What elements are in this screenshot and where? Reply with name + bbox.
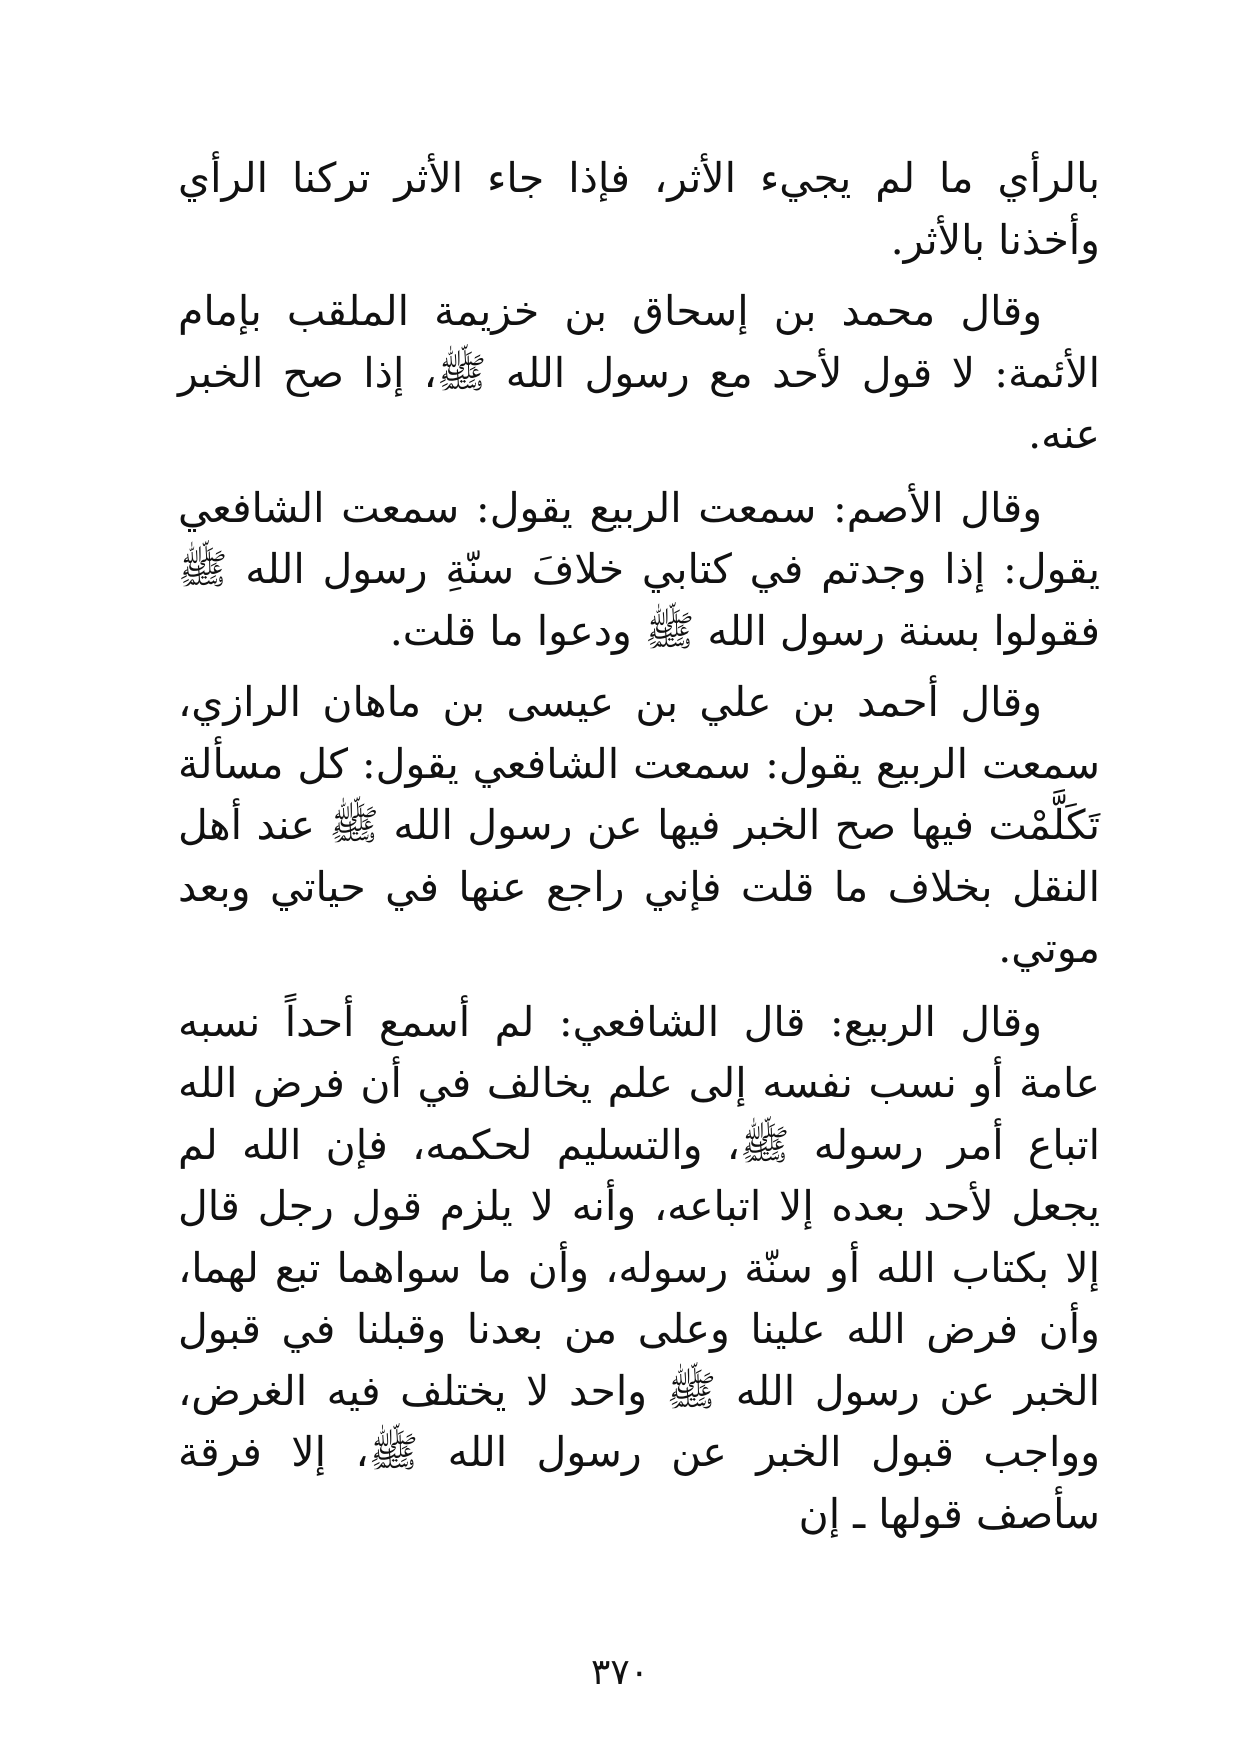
paragraph-continuation: بالرأي ما لم يجيء الأثر، فإذا جاء الأثر تركنا الرأي وأخذنا بالأثر. xyxy=(178,154,1100,264)
page-body-text xyxy=(178,148,1100,1545)
page-number: ٣٧٠ xyxy=(590,1652,649,1693)
paragraph-ibn-khuzaymah: وقال محمد بن إسحاق بن خزيمة الملقب بإمام الأئمة: لا قول لأحد مع رسول الله ﷺ، إذا صح الخبر عنه. xyxy=(178,287,1100,458)
paragraph-ahmad-al-razi: وقال أحمد بن علي بن عيسى بن ماهان الرازي، سمعت الربيع يقول: سمعت الشافعي يقول: كل مسألة تَكَلَّمْت فيها صح الخبر فيها عن رسول الله ﷺ عند أهل النقل بخلاف ما قلت فإني راجع عنها في حياتي وبعد موتي. xyxy=(178,678,1100,972)
paragraph-al-rabi: وقال الربيع: قال الشافعي: لم أسمع أحداً نسبه عامة أو نسب نفسه إلى علم يخالف في أن فرض الله اتباع أمر رسوله ﷺ، والتسليم لحكمه، فإن الله لم يجعل لأحد بعده إلا اتباعه، وأنه لا يلزم قول رجل قال إلا بكتاب الله أو سنّة رسوله، وأن ما سواهما تبع لهما، وأن فرض الله علينا وعلى من بعدنا وقبلنا في قبول الخبر عن رسول الله ﷺ واحد لا يختلف فيه الغرض، وواجب قبول الخبر عن رسول الله ﷺ، إلا فرقة سأصف قولها ـ إن xyxy=(178,997,1100,1538)
paragraph-al-asamm: وقال الأصم: سمعت الربيع يقول: سمعت الشافعي يقول: إذا وجدتم في كتابي خلافَ سنّةِ رسول الله ﷺ فقولوا بسنة رسول الله ﷺ ودعوا ما قلت. xyxy=(178,483,1100,655)
